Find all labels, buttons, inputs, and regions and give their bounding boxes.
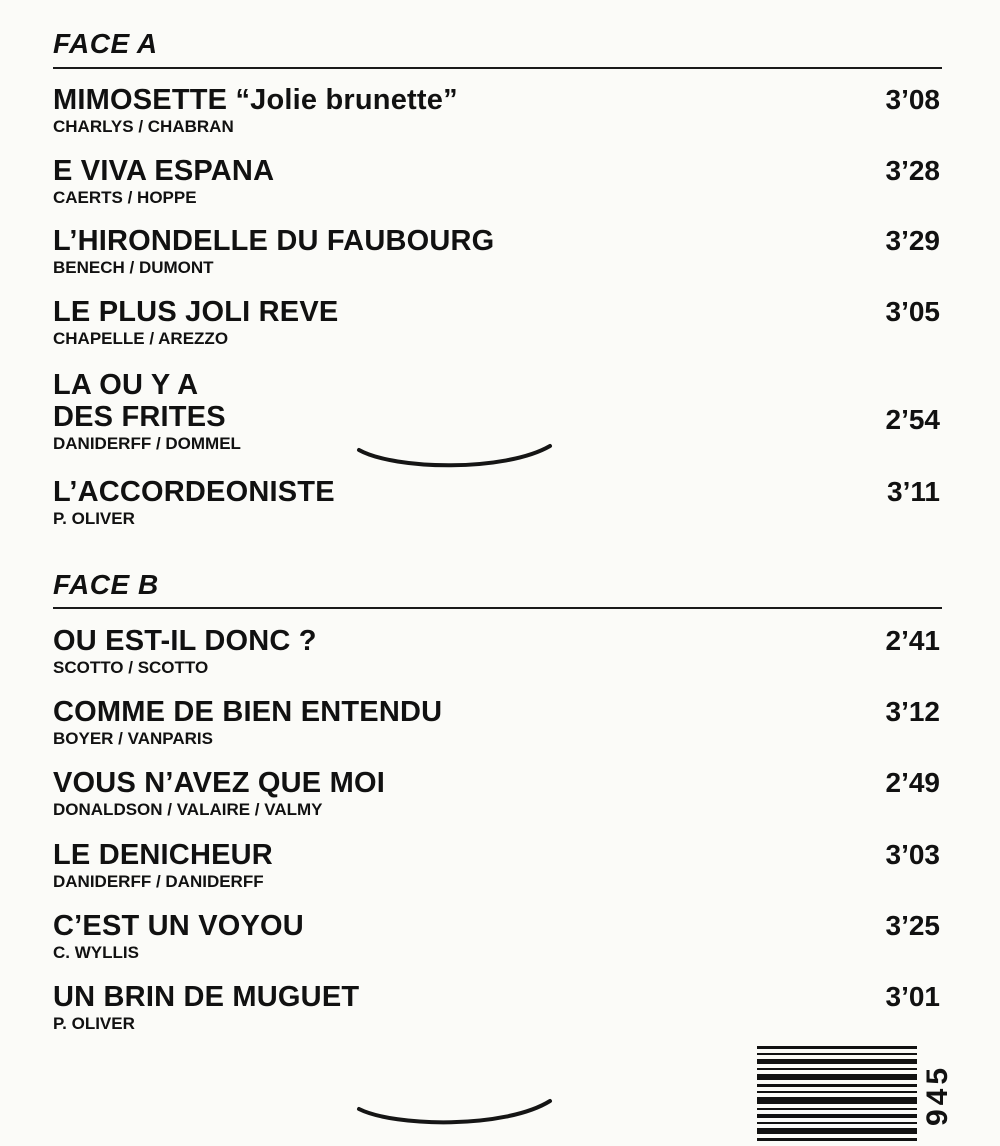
face-a-rule [53,67,942,69]
track-duration: 3’12 [885,696,940,727]
track-title: E VIVA ESPANA [53,155,275,187]
track-duration: 3’05 [885,296,940,327]
track-title: LE DENICHEUR [53,839,273,871]
track-duration: 2’41 [885,625,940,656]
track-duration: 3’03 [885,839,940,870]
track-credits: CHAPELLE / AREZZO [53,329,229,348]
track-title: UN BRIN DE MUGUET [53,981,360,1013]
track-b1 [53,625,942,678]
track-title: L’ACCORDEONISTE [53,476,335,508]
track-title: C’EST UN VOYOU [53,910,304,942]
track-duration: 3’08 [885,84,940,115]
track-duration: 3’29 [885,225,940,256]
track-b6 [53,981,942,1034]
swoosh-mark [355,440,555,474]
track-title: MIMOSETTE “Jolie brunette” [53,84,458,116]
barcode-number: 945 [921,1063,954,1127]
track-duration: 3’01 [885,981,940,1012]
track-title: LE PLUS JOLI REVE [53,296,339,328]
face-b-rule [53,607,942,609]
track-credits: P. OLIVER [53,509,135,528]
track-credits: SCOTTO / SCOTTO [53,658,209,677]
track-title-line1: LA OU Y A [53,369,199,401]
track-a4 [53,296,942,349]
track-credits: DANIDERFF / DOMMEL [53,434,241,453]
barcode-digits [918,1044,958,1144]
face-a-heading: FACE A [53,28,158,59]
track-a6 [53,476,942,529]
swoosh-mark [355,1095,555,1131]
track-credits: CHARLYS / CHABRAN [53,117,234,136]
track-credits: CAERTS / HOPPE [53,188,197,207]
track-credits: BENECH / DUMONT [53,258,214,277]
track-credits: P. OLIVER [53,1014,135,1033]
track-a1 [53,84,942,137]
track-duration: 2’49 [885,767,940,798]
track-title: VOUS N’AVEZ QUE MOI [53,767,385,799]
barcode [757,1044,1000,1146]
track-credits: DANIDERFF / DANIDERFF [53,872,264,891]
track-b4 [53,839,942,892]
track-b3 [53,767,942,820]
face-b-heading: FACE B [53,569,159,600]
track-credits: DONALDSON / VALAIRE / VALMY [53,800,323,819]
track-duration: 3’28 [885,155,940,186]
track-title: COMME DE BIEN ENTENDU [53,696,443,728]
track-title: OU EST-IL DONC ? [53,625,317,657]
track-title: L’HIRONDELLE DU FAUBOURG [53,225,495,257]
track-a2 [53,155,942,208]
track-title-line2: DES FRITES [53,401,226,433]
track-b2 [53,696,942,749]
track-credits: BOYER / VANPARIS [53,729,213,748]
track-a3 [53,225,942,278]
track-b5 [53,910,942,963]
track-duration: 3’11 [887,476,940,507]
track-duration: 2’54 [885,404,940,435]
track-duration: 3’25 [885,910,940,941]
track-credits: C. WYLLIS [53,943,139,962]
